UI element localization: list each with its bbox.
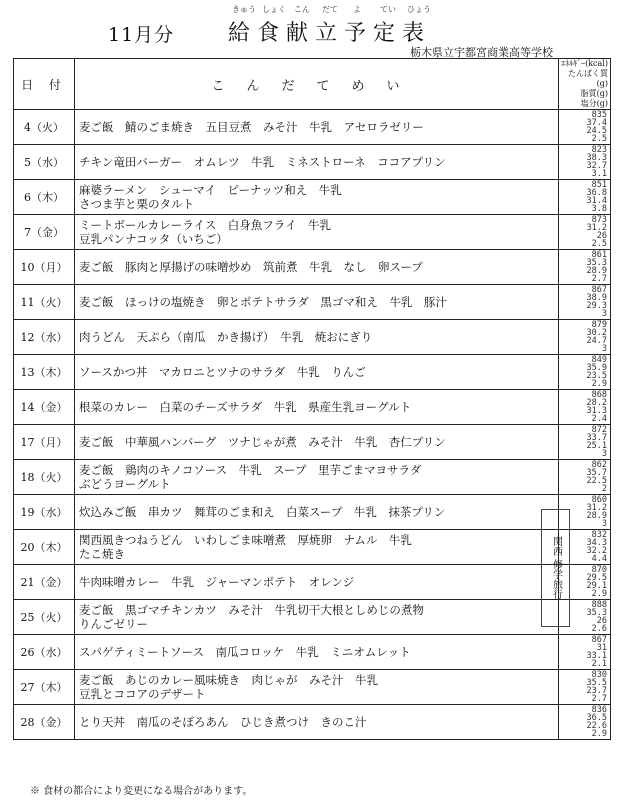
nutrition-value: 29.5	[586, 572, 607, 583]
nutrition-value: 836	[591, 704, 607, 715]
row-menu: 麦ご飯 中華風ハンバーグ ツナじゃが煮 みそ汁 牛乳 杏仁プリン	[75, 425, 559, 460]
row-date: 4（火）	[14, 110, 75, 145]
nutrition-value: 22.6	[586, 721, 607, 731]
nutrition-value: 22.5	[586, 476, 607, 486]
nutrition-value: 34.3	[586, 537, 607, 548]
table-row	[14, 705, 611, 740]
table-row	[14, 145, 611, 180]
nutrition-value: 3	[601, 309, 607, 320]
nutrition-value: 867	[591, 284, 607, 295]
ruby-text: ひょう	[407, 5, 431, 14]
table-row	[14, 355, 611, 390]
row-menu: 麻婆ラーメン シューマイ ピーナッツ和え 牛乳 さつま芋と栗のタルト	[75, 180, 559, 215]
nutrition-value: 28.9	[586, 266, 607, 276]
fat-header: 脂質(g)	[580, 89, 608, 98]
row-menu: ミートボールカレーライス 白身魚フライ 牛乳 豆乳パンナコッタ（いちご）	[75, 215, 559, 250]
nutrition-value: 835	[591, 109, 607, 120]
row-date: 6（木）	[14, 180, 75, 215]
row-nutrition	[559, 705, 611, 740]
nutrition-value: 28.2	[586, 397, 607, 408]
row-date: 14（金）	[14, 390, 75, 425]
nutrition-value: 25.1	[586, 441, 607, 451]
nutrition-value: 2.1	[591, 659, 607, 670]
row-date: 28（金）	[14, 705, 75, 740]
row-nutrition	[559, 285, 611, 320]
table-row	[14, 565, 611, 600]
page-title: 給 食 献 立 予 定 表	[228, 21, 424, 46]
nutrition-value: 3	[601, 449, 607, 460]
nutrition-value: 2.6	[591, 624, 607, 635]
row-nutrition	[559, 145, 611, 180]
nutrition-value: 2	[601, 484, 607, 495]
nutrition-value: 32.7	[586, 161, 607, 171]
nutrition-value: 823	[591, 144, 607, 155]
nutrition-value: 35.3	[586, 257, 607, 268]
table-row	[14, 670, 611, 705]
nutrition-value: 26	[596, 616, 607, 626]
month-label: 11月分	[108, 24, 175, 46]
row-menu: 牛肉味噌カレー 牛乳 ジャーマンポテト オレンジ	[75, 565, 559, 600]
row-date: 27（木）	[14, 670, 75, 705]
table-row	[14, 110, 611, 145]
school-trip-note	[541, 509, 570, 627]
nutrition-value: 35.7	[586, 467, 607, 478]
row-nutrition	[559, 110, 611, 145]
nutrition-value: 29.3	[586, 301, 607, 311]
nutrition-value: 23.7	[586, 686, 607, 696]
nutrition-value: 3.1	[591, 169, 607, 180]
row-date: 26（水）	[14, 635, 75, 670]
ruby-text: きゅう	[232, 5, 256, 14]
school-trip-label: 関西 修学旅行	[550, 536, 562, 600]
nutrition-value: 26	[596, 231, 607, 241]
row-menu: 麦ご飯 ほっけの塩焼き 卵とポテトサラダ 黒ゴマ和え 牛乳 豚汁	[75, 285, 559, 320]
nutrition-value: 35.3	[586, 607, 607, 618]
energy-header: ｴﾈﾙｷﾞｰ(kcal)	[561, 59, 608, 68]
nutrition-value: 31.2	[586, 222, 607, 233]
row-menu: 肉うどん 天ぷら（南瓜 かき揚げ） 牛乳 焼おにぎり	[75, 320, 559, 355]
row-nutrition	[559, 425, 611, 460]
date-column-header: 日 付	[14, 59, 75, 110]
nutrition-value: 860	[591, 494, 607, 505]
nutrition-value: 861	[591, 249, 607, 260]
nutrition-value: 36.5	[586, 712, 607, 723]
nutrition-value: 3	[601, 344, 607, 355]
row-nutrition	[559, 215, 611, 250]
nutrition-value: 832	[591, 529, 607, 540]
nutrition-value: 2.9	[591, 589, 607, 600]
nutrition-value: 872	[591, 424, 607, 435]
row-menu: 根菜のカレー 白菜のチーズサラダ 牛乳 県産生乳ヨーグルト	[75, 390, 559, 425]
nutrition-value: 4.4	[591, 554, 607, 565]
table-row	[14, 320, 611, 355]
nutrition-value: 849	[591, 354, 607, 365]
nutrition-value: 2.4	[591, 414, 607, 425]
nutrition-value: 830	[591, 669, 607, 680]
row-nutrition	[559, 390, 611, 425]
nutrition-value: 888	[591, 599, 607, 610]
row-date: 12（水）	[14, 320, 75, 355]
ruby-text: こん	[294, 5, 310, 14]
nutrition-value: 862	[591, 459, 607, 470]
nutrition-value: 33.7	[586, 432, 607, 443]
row-menu: 麦ご飯 鶏肉のキノコソース 牛乳 スープ 里芋ごまマヨサラダ ぶどうヨーグルト	[75, 460, 559, 495]
nutrition-value: 28.9	[586, 511, 607, 521]
footer-note: ※ 食材の都合により変更になる場合があります。	[30, 786, 253, 797]
row-date: 17（月）	[14, 425, 75, 460]
row-date: 18（火）	[14, 460, 75, 495]
row-nutrition	[559, 635, 611, 670]
table-row	[14, 250, 611, 285]
row-menu: 麦ご飯 あじのカレー風味焼き 肉じゃが みそ汁 牛乳 豆乳とココアのデザート	[75, 670, 559, 705]
nutrition-value: 24.5	[586, 126, 607, 136]
row-nutrition	[559, 180, 611, 215]
nutrition-column-header	[559, 59, 611, 110]
row-nutrition	[559, 355, 611, 390]
nutrition-value: 31.2	[586, 502, 607, 513]
row-date: 25（火）	[14, 600, 75, 635]
row-menu: 麦ご飯 豚肉と厚揚げの味噌炒め 筑前煮 牛乳 なし 卵スープ	[75, 250, 559, 285]
row-menu: ソースかつ丼 マカロニとツナのサラダ 牛乳 りんご	[75, 355, 559, 390]
row-date: 7（金）	[14, 215, 75, 250]
menu-column-header: こんだてめい	[75, 59, 559, 110]
salt-header: 塩分(g)	[580, 99, 608, 108]
row-date: 11（火）	[14, 285, 75, 320]
nutrition-value: 879	[591, 319, 607, 330]
nutrition-value: 36.8	[586, 187, 607, 198]
ruby-text: だて	[322, 5, 338, 14]
row-menu: 炊込みご飯 串カツ 舞茸のごま和え 白菜スープ 牛乳 抹茶プリン	[75, 495, 559, 530]
row-date: 19（水）	[14, 495, 75, 530]
nutrition-value: 867	[591, 634, 607, 645]
table-header-row	[14, 59, 611, 110]
row-nutrition	[559, 460, 611, 495]
nutrition-value: 3	[601, 519, 607, 530]
row-date: 5（水）	[14, 145, 75, 180]
table-row	[14, 460, 611, 495]
nutrition-value: 873	[591, 214, 607, 225]
nutrition-value: 851	[591, 179, 607, 190]
table-row	[14, 600, 611, 635]
row-nutrition	[559, 250, 611, 285]
row-menu: スパゲティミートソース 南瓜コロッケ 牛乳 ミニオムレット	[75, 635, 559, 670]
school-name: 栃木県立宇都宮商業高等学校	[410, 46, 553, 59]
nutrition-value: 2.7	[591, 694, 607, 705]
ruby-text: てい	[380, 5, 396, 14]
nutrition-value: 3.8	[591, 204, 607, 215]
nutrition-value: 33.1	[586, 651, 607, 661]
row-nutrition	[559, 320, 611, 355]
nutrition-value: 31.3	[586, 406, 607, 416]
nutrition-value: 38.9	[586, 292, 607, 303]
nutrition-value: 2.9	[591, 379, 607, 390]
nutrition-value: 2.5	[591, 239, 607, 250]
nutrition-value: 24.7	[586, 336, 607, 346]
nutrition-value: 35.9	[586, 362, 607, 373]
nutrition-value: 30.2	[586, 327, 607, 338]
menu-table	[13, 58, 611, 740]
row-menu: チキン竜田バーガー オムレツ 牛乳 ミネストローネ ココアプリン	[75, 145, 559, 180]
nutrition-value: 2.5	[591, 134, 607, 145]
nutrition-value: 868	[591, 389, 607, 400]
ruby-text: よ	[353, 5, 361, 14]
table-row	[14, 285, 611, 320]
nutrition-value: 2.7	[591, 274, 607, 285]
table-row	[14, 635, 611, 670]
table-row	[14, 215, 611, 250]
nutrition-value: 31.4	[586, 196, 607, 206]
row-nutrition	[559, 670, 611, 705]
nutrition-value: 2.9	[591, 729, 607, 740]
table-row	[14, 495, 611, 530]
table-row	[14, 530, 611, 565]
row-date: 20（木）	[14, 530, 75, 565]
nutrition-value: 29.1	[586, 581, 607, 591]
row-menu: 関西風きつねうどん いわしごま味噌煮 厚焼卵 ナムル 牛乳 たこ焼き	[75, 530, 559, 565]
row-menu: 麦ご飯 黒ゴマチキンカツ みそ汁 牛乳切干大根としめじの煮物 りんごゼリー	[75, 600, 559, 635]
protein-header: たんぱく質(g)	[568, 69, 608, 88]
menu-table-body	[14, 110, 611, 740]
nutrition-value: 870	[591, 564, 607, 575]
row-menu: とり天丼 南瓜のそぼろあん ひじき煮つけ きのこ汁	[75, 705, 559, 740]
nutrition-value: 37.4	[586, 117, 607, 128]
row-date: 13（木）	[14, 355, 75, 390]
table-row	[14, 425, 611, 460]
nutrition-value: 32.2	[586, 546, 607, 556]
row-menu: 麦ご飯 鯖のごま焼き 五目豆煮 みそ汁 牛乳 アセロラゼリー	[75, 110, 559, 145]
row-date: 10（月）	[14, 250, 75, 285]
row-date: 21（金）	[14, 565, 75, 600]
nutrition-value: 35.5	[586, 677, 607, 688]
nutrition-value: 23.5	[586, 371, 607, 381]
ruby-text: しょく	[262, 5, 286, 14]
table-row	[14, 180, 611, 215]
table-row	[14, 390, 611, 425]
nutrition-value: 38.3	[586, 152, 607, 163]
nutrition-value: 31	[596, 642, 607, 653]
